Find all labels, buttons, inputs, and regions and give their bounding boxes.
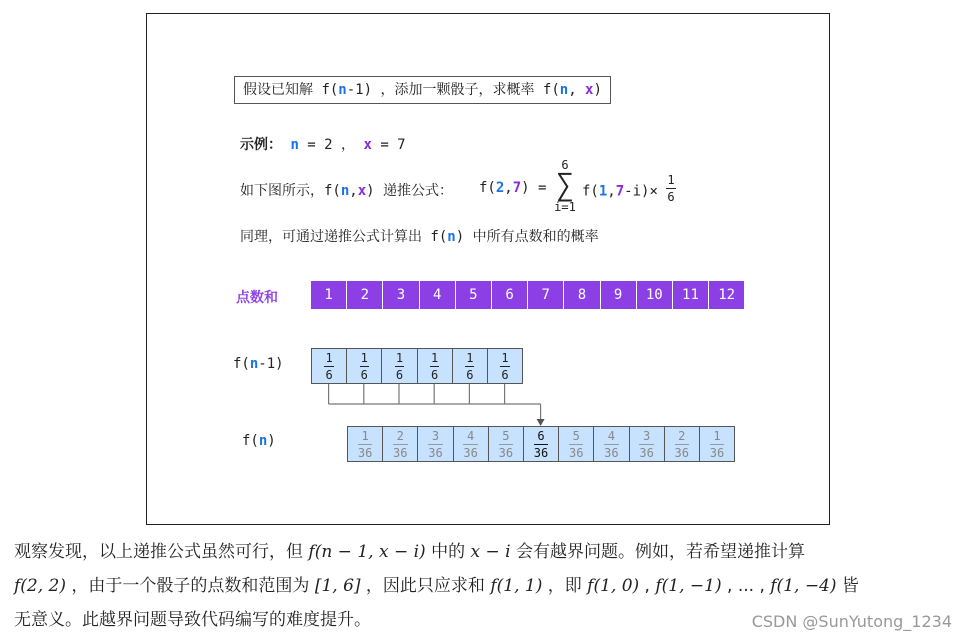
- fraction-denominator: 36: [639, 445, 654, 460]
- explanation-line-2: [14, 570, 964, 602]
- sum-cell: 10: [637, 281, 673, 309]
- headline-x: x: [585, 82, 594, 98]
- fraction-denominator: 36: [533, 445, 549, 460]
- sum-cell: 2: [347, 281, 383, 309]
- prob-fraction: [499, 430, 513, 459]
- sum-cell: 3: [383, 281, 419, 309]
- headline-f: f(: [321, 82, 339, 98]
- math-expr: f(1, 1): [490, 576, 543, 596]
- fraction-numerator: 1: [325, 350, 333, 365]
- fraction-numerator: 2: [675, 430, 689, 445]
- fraction-denominator: 36: [604, 445, 619, 460]
- prev-label-n: n: [249, 356, 259, 372]
- math-expr: f(1, 0): [587, 576, 640, 596]
- rhs-frac-num: 1: [667, 173, 675, 187]
- headline-f2: f(: [542, 82, 560, 98]
- sum-upper: 6: [561, 158, 569, 172]
- fraction-denominator: 6: [466, 367, 474, 382]
- para-text: , ... ,: [721, 576, 771, 596]
- fraction-denominator: 36: [428, 445, 443, 460]
- prob-cell: [558, 426, 594, 462]
- formula-close: ): [366, 183, 375, 199]
- formula-f: f(: [324, 183, 341, 199]
- sum-cell: 9: [601, 281, 637, 309]
- fraction-denominator: 36: [498, 445, 514, 460]
- recursion-figure: [146, 13, 830, 525]
- same-n: n: [447, 229, 456, 245]
- math-expr: [1, 6]: [314, 576, 361, 596]
- sum-cell: 11: [673, 281, 709, 309]
- sum-cell: 8: [564, 281, 600, 309]
- headline-comma: ,: [568, 82, 586, 98]
- para-text: ,: [639, 576, 656, 596]
- fraction-numerator: 3: [639, 430, 653, 445]
- para-text: 无意义。此越界问题导致代码编写的难度提升。: [14, 610, 371, 630]
- lhs-comma: ,: [504, 180, 513, 196]
- fraction-denominator: 6: [325, 367, 333, 382]
- fraction-numerator: 5: [499, 430, 513, 445]
- sum-cell: 4: [420, 281, 456, 309]
- sum-cell: 6: [492, 281, 528, 309]
- arrow-head: [537, 419, 545, 426]
- fraction-denominator: 6: [431, 367, 439, 382]
- para-text: 皆: [836, 576, 859, 596]
- prob-cell: [453, 426, 489, 462]
- fraction-numerator: 1: [431, 350, 439, 365]
- math-expr: f(2, 2): [14, 576, 66, 596]
- prob-cell: [664, 426, 700, 462]
- rhs-rest: -i)×: [624, 183, 658, 200]
- prob-fraction: [534, 430, 548, 459]
- sum-lower: i=1: [554, 200, 576, 214]
- example-x-value: = 7: [371, 137, 406, 153]
- rhs-frac-den: 6: [667, 190, 675, 204]
- prob-fraction: [358, 430, 372, 459]
- prob-cell: [382, 426, 418, 462]
- fraction-denominator: 36: [709, 445, 725, 460]
- prob-fraction: [569, 430, 583, 459]
- csdn-watermark: CSDN @SunYutong_1234: [751, 612, 952, 631]
- prob-fraction: [393, 430, 407, 459]
- fraction-numerator: 3: [428, 430, 442, 445]
- prob-fraction: [675, 430, 689, 459]
- fraction-numerator: 1: [395, 350, 404, 365]
- fraction-numerator: 1: [358, 430, 372, 445]
- fraction-denominator: 36: [463, 445, 478, 460]
- next-row-label: [242, 433, 276, 449]
- prob-cell: [488, 426, 524, 462]
- rhs-n: 1: [598, 183, 608, 200]
- example-n-value: = 2 ，: [298, 137, 364, 153]
- fraction-numerator: 1: [501, 350, 509, 365]
- fraction-numerator: 4: [604, 430, 618, 445]
- para-text: 会有越界问题。例如，若希望递推计算: [510, 542, 805, 562]
- prob-cell: [629, 426, 665, 462]
- sum-cell: 5: [456, 281, 492, 309]
- formula-x: x: [357, 183, 367, 199]
- lhs-x: 7: [512, 180, 522, 196]
- prob-cell: [347, 426, 383, 462]
- prev-label-f: f(: [233, 356, 250, 372]
- headline-n: n: [338, 82, 347, 98]
- fraction-denominator: 6: [360, 367, 368, 382]
- formula-comma: ,: [349, 183, 358, 199]
- next-label-close: ): [267, 433, 276, 449]
- next-label-f: f(: [242, 433, 259, 449]
- para-text: ，即: [542, 576, 588, 596]
- example-label: 示例：: [240, 137, 282, 153]
- prob-cell: [593, 426, 629, 462]
- formula-after: 递推公式：: [374, 183, 454, 199]
- lhs-f: f(: [479, 180, 496, 196]
- prob-fraction: [639, 430, 653, 459]
- math-expr: f(1, −1): [655, 576, 722, 596]
- formula-n: n: [340, 183, 350, 199]
- prev-label-rest: -1): [258, 356, 284, 372]
- para-text: ，由于一个骰子的点数和范围为: [66, 576, 315, 596]
- sum-row-label: 点数和: [236, 290, 278, 306]
- next-prob-row: [347, 426, 734, 462]
- explanation-line-1: [14, 536, 964, 568]
- fraction-denominator: 36: [393, 445, 408, 460]
- fraction-denominator: 36: [568, 445, 584, 460]
- fraction-numerator: 2: [393, 430, 407, 445]
- same-text-a: 同理，可通过递推公式计算出 f(: [240, 229, 448, 245]
- prob-cell: [417, 426, 453, 462]
- prob-fraction: [604, 430, 618, 459]
- next-label-n: n: [258, 433, 268, 449]
- lhs-close: ) =: [521, 180, 547, 196]
- example-n: n: [290, 137, 299, 153]
- headline-n2: n: [559, 82, 569, 98]
- math-expr: f(n − 1, x − i): [308, 542, 426, 562]
- same-text-b: ) 中所有点数和的概率: [455, 229, 599, 245]
- lhs-n: 2: [495, 180, 505, 196]
- rhs-f: f(: [582, 183, 599, 200]
- sum-cell: 7: [528, 281, 564, 309]
- prob-fraction: [463, 430, 477, 459]
- headline-mid: -1) ，添加一颗骰子，求概率: [346, 82, 543, 98]
- prob-cell: [523, 426, 559, 462]
- math-expr: f(1, −4): [770, 576, 837, 596]
- rhs-comma: ,: [607, 183, 616, 200]
- fraction-numerator: 6: [534, 430, 548, 445]
- fraction-denominator: 36: [674, 445, 689, 460]
- prob-fraction: [710, 430, 724, 459]
- headline-close: ): [593, 82, 602, 98]
- rhs-x: 7: [615, 183, 625, 200]
- fraction-numerator: 1: [360, 350, 368, 365]
- example-x: x: [363, 137, 372, 153]
- sum-cell: 1: [311, 281, 347, 309]
- fraction-numerator: 5: [569, 430, 583, 445]
- para-text: 观察发现，以上递推公式虽然可行，但: [14, 542, 309, 562]
- para-text: ，因此只应求和: [360, 576, 491, 596]
- fraction-denominator: 6: [395, 367, 404, 382]
- sigma-glyph: ∑: [555, 168, 575, 203]
- math-expr: x − i: [470, 542, 511, 562]
- fraction-numerator: 1: [466, 350, 474, 365]
- prob-cell: [699, 426, 735, 462]
- fraction-denominator: 36: [357, 445, 373, 460]
- sum-cell: 12: [709, 281, 745, 309]
- prob-fraction: [428, 430, 442, 459]
- headline-text: 假设已知解: [243, 82, 322, 98]
- para-text: 中的: [425, 542, 471, 562]
- formula-intro-text: 如下图所示，: [240, 183, 324, 199]
- fraction-numerator: 4: [463, 430, 477, 445]
- fraction-denominator: 6: [501, 367, 509, 382]
- fraction-numerator: 1: [710, 430, 724, 445]
